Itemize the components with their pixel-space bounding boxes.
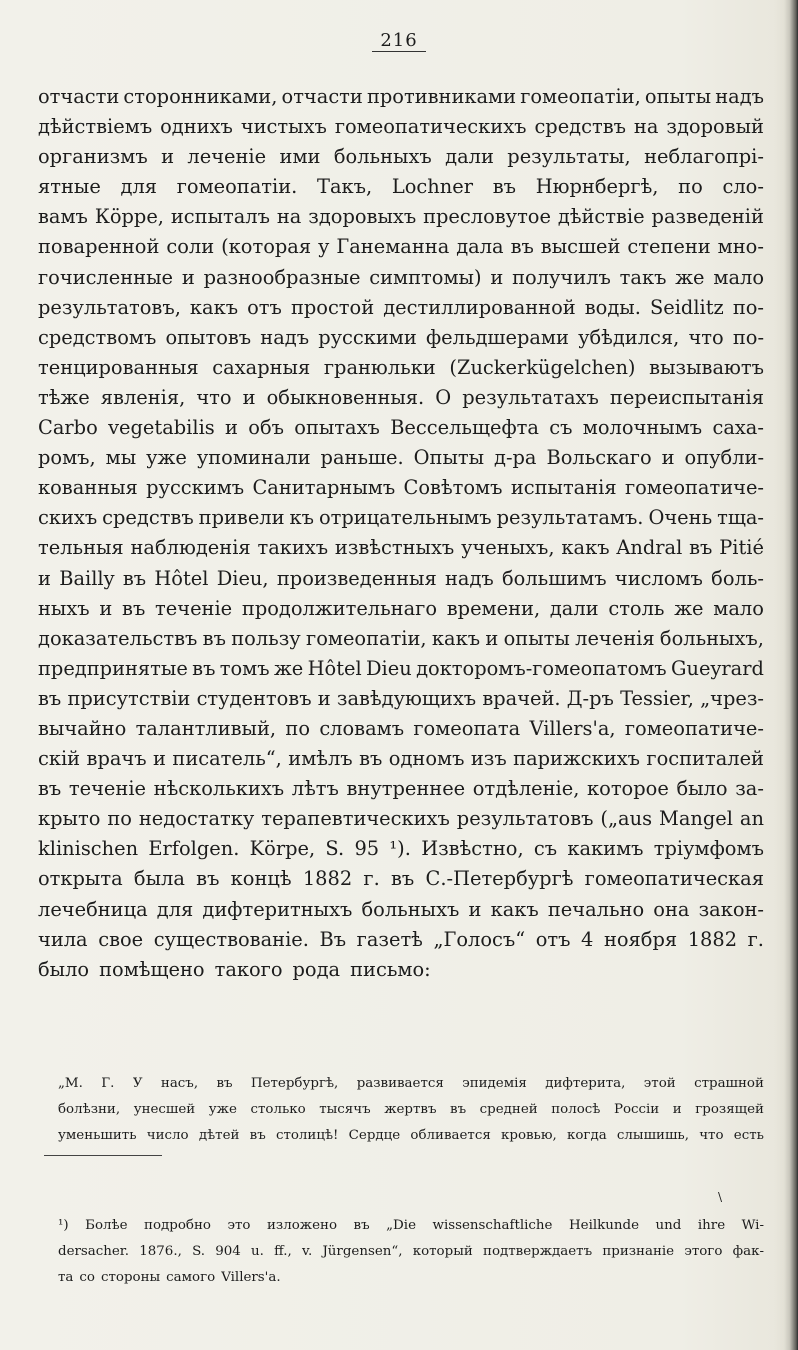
footnote-separator: [44, 1155, 162, 1156]
page-number: 216: [0, 30, 798, 51]
paragraph-line: предпринятые въ томъ же Hôtel Dieu докторомъ-гомеопатомъ Gueyrard: [38, 656, 764, 680]
paragraph-line: тѣже явленія, что и обыкновенныя. О результатахъ переиспытанія: [38, 385, 764, 409]
main-paragraph: [38, 82, 764, 985]
paragraph-line: кованныя русскимъ Санитарнымъ Совѣтомъ испытанія гомеопатиче-: [38, 476, 764, 500]
paragraph-line: ромъ, мы уже упоминали раньше. Опыты д-ра Вольскаго и опубли-: [38, 446, 764, 470]
paragraph-line: крыто по недостатку терапевтическихъ результатовъ („aus Mangel an: [38, 807, 764, 831]
footnote: [58, 1213, 764, 1291]
paragraph-line: доказательствъ въ пользу гомеопатіи, какъ и опыты леченія больныхъ,: [38, 626, 764, 650]
stray-mark: \: [718, 1190, 723, 1204]
paragraph-line: klinischen Erfolgen. Kӧrре, S. 95 ¹). Извѣстно, съ какимъ тріумфомъ: [38, 837, 764, 861]
paragraph-line: лечебница для дифтеритныхъ больныхъ и какъ печально она закон-: [38, 897, 764, 921]
paragraph-line: вычайно талантливый, по словамъ гомеопата Villers'а, гомеопатиче-: [38, 716, 764, 740]
paragraph-line: ныхъ и въ теченіе продолжительнаго времени, дали столь же мало: [38, 596, 764, 620]
paragraph-line: отчасти сторонниками, отчасти противниками гомеопатіи, опыты надъ: [38, 85, 764, 108]
paragraph-line: было помѣщено такого рода письмо:: [38, 957, 431, 981]
paragraph-line: дѣйствіемъ однихъ чистыхъ гомеопатическихъ средствъ на здоровый: [38, 115, 764, 139]
quote-line: „М. Г. У насъ, въ Петербургѣ, развивается эпидемія дифтерита, этой страшной: [58, 1076, 764, 1091]
paragraph-line: ятные для гомеопатіи. Такъ, Lochner въ Нюрнбергѣ, по сло-: [38, 175, 764, 199]
quoted-letter: [58, 1071, 764, 1149]
paragraph-line: въ присутствіи студентовъ и завѣдующихъ врачей. Д-ръ Tessier, „чрез-: [38, 686, 764, 710]
footnote-line: dersacher. 1876., S. 904 u. ff., v. Jürgensen“, который подтверждаетъ признаніе этого фак-: [58, 1244, 764, 1259]
paragraph-line: скихъ средствъ привели къ отрицательнымъ результатамъ. Очень тща-: [38, 506, 764, 530]
page-edge-shadow: [784, 0, 798, 1350]
paragraph-line: скій врачъ и писатель“, имѣлъ въ одномъ изъ парижскихъ госпиталей: [38, 747, 764, 771]
paragraph-line: чила свое существованіе. Въ газетѣ „Голосъ“ отъ 4 ноября 1882 г.: [38, 927, 764, 951]
paragraph-line: организмъ и леченіе ими больныхъ дали результаты, неблагопрі-: [38, 145, 764, 169]
footnote-line: ¹) Болѣе подробно это изложено въ „Die wissenschaftliche Heilkunde und ihre Wi-: [58, 1218, 764, 1233]
paragraph-line: Carbo vegetabilis и объ опытахъ Вессельщефта съ молочнымъ саха-: [38, 416, 764, 440]
paragraph-line: въ теченіе нѣсколькихъ лѣтъ внутреннее отдѣленіе, которое было за-: [38, 777, 764, 801]
paragraph-line: результатовъ, какъ отъ простой дестиллированной воды. Seidlitz по-: [38, 295, 764, 319]
paragraph-line: тельныя наблюденія такихъ извѣстныхъ ученыхъ, какъ Andral въ Pitié: [38, 536, 764, 560]
paragraph-line: и Bailly въ Hôtel Dieu, произведенныя надъ большимъ числомъ боль-: [38, 566, 764, 590]
paragraph-line: открыта была въ концѣ 1882 г. въ С.-Петербургѣ гомеопатическая: [38, 867, 764, 891]
paragraph-line: тенцированныя сахарныя гранюльки (Zuckerkügelchen) вызываютъ: [38, 355, 764, 379]
quote-line: болѣзни, унесшей уже столько тысячъ жертвъ въ средней полосѣ Россіи и грозящей: [58, 1102, 764, 1117]
paragraph-line: гочисленные и разнообразные симптомы) и получилъ такъ же мало: [38, 265, 764, 289]
quote-line: уменьшить число дѣтей въ столицѣ! Сердце обливается кровью, когда слышишь, что есть: [58, 1128, 764, 1143]
paragraph-line: вамъ Кӧрре, испыталъ на здоровыхъ пресловутое дѣйствіе разведеній: [38, 205, 764, 229]
paragraph-line: средствомъ опытовъ надъ русскими фельдшерами убѣдился, что по-: [38, 325, 764, 349]
paragraph-line: поваренной соли (которая у Ганеманна дала въ высшей степени мно-: [38, 235, 764, 259]
footnote-line: та со стороны самого Villers'а.: [58, 1270, 281, 1285]
